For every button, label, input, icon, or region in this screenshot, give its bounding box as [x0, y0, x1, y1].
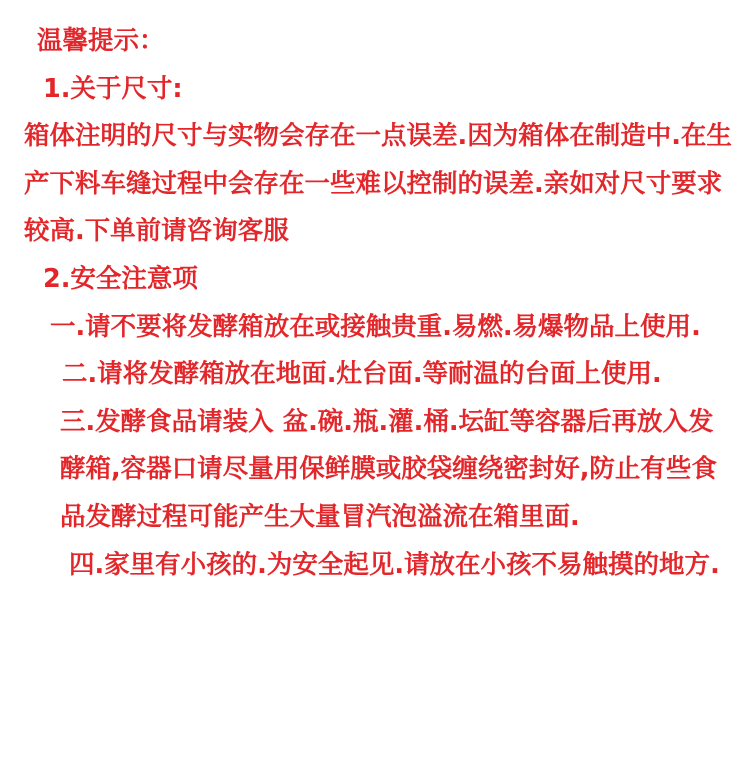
section-size-heading: 1.关于尺寸:	[43, 73, 183, 104]
safety-item-2: 二.请将发酵箱放在地面.灶台面.等耐温的台面上使用.	[62, 359, 662, 390]
safety-item-4: 四.家里有小孩的.为安全起见.请放在小孩不易触摸的地方.	[69, 549, 720, 580]
safety-item-1: 一.请不要将发酵箱放在或接触贵重.易燃.易爆物品上使用.	[50, 311, 701, 342]
notice-title: 温馨提示：	[37, 26, 165, 56]
section-safety-heading: 2.安全注意项	[43, 263, 198, 294]
section-size-body: 箱体注明的尺寸与实物会存在一点误差.因为箱体在制造中.在生产下料车缝过程中会存在一些难以控制的误差.亲如对尺寸要求较高.下单前请咨询客服	[24, 121, 732, 247]
safety-item-3: 三.发酵食品请装入 盆.碗.瓶.灌.桶.坛缸等容器后再放入发酵箱,容器口请尽量用保鲜膜或胶袋缠绕密封好,防止有些食品发酵过程可能产生大量冒汽泡溢流在箱里面.	[60, 406, 717, 532]
